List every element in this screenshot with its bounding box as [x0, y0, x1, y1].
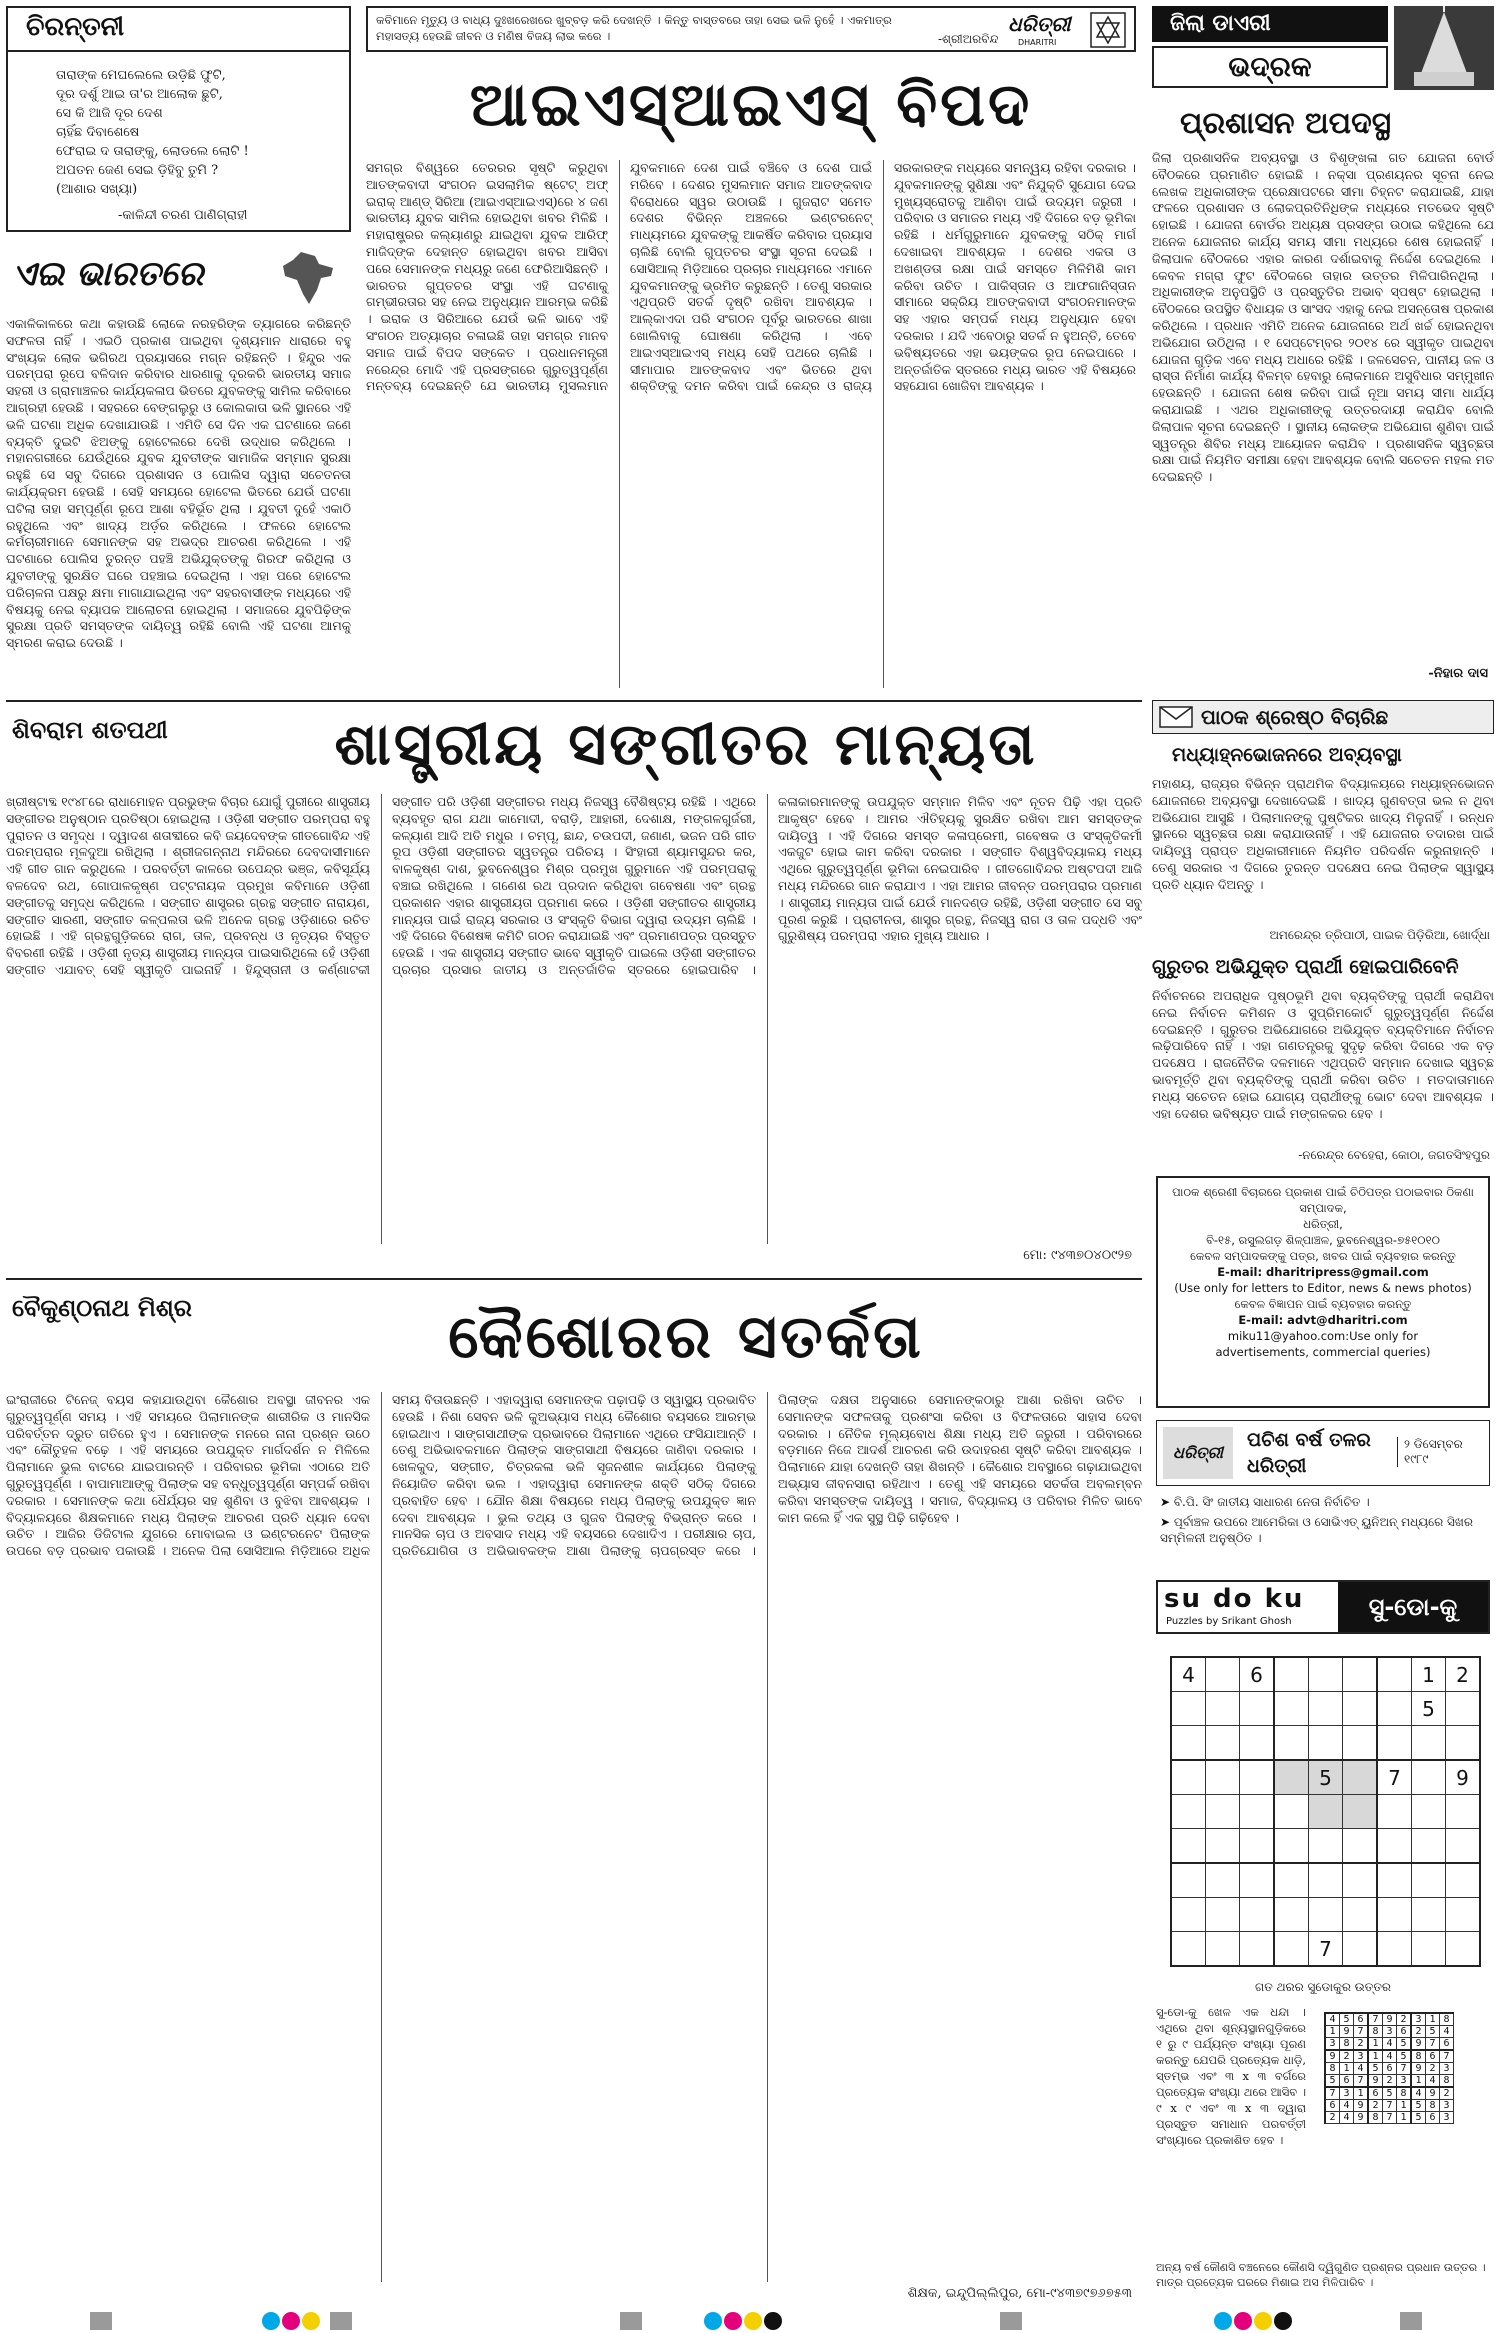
editorial-music-author: ଶିବରାମ ଶତପଥୀ	[12, 716, 168, 744]
registration-dot-yellow-1	[302, 2312, 320, 2330]
letter2-text: ନିର୍ବାଚନରେ ଅପରାଧିକ ପୃଷ୍ଠଭୂମି ଥିବା ବ୍ୟକ୍ତିଙ୍କୁ ପ୍ରାର୍ଥୀ କରାଯିବା ନେଇ ନିର୍ବାଚନ କମିଶନ ଓ ସୁପ୍ରିମକୋର୍ଟ ଗୁରୁତ୍ୱପୂର୍ଣ୍ଣ ନିର୍ଦ୍ଦେଶ ଦେଇଛନ୍ତି । ଗୁରୁତର ଅଭିଯୋଗରେ ଅଭିଯୁକ୍ତ ବ୍ୟକ୍ତିମାନେ ନିର୍ବାଚନ ଲଢ଼ିପାରିବେ ନାହିଁ । ଏହା ଗଣତନ୍ତ୍ରକୁ ସୁଦୃଢ଼ କରିବା ଦିଗରେ ଏକ ବଡ଼ ପଦକ୍ଷେପ । ରାଜନୈତିକ ଦଳମାନେ ଏଥିପ୍ରତି ସମ୍ମାନ ଦେଖାଇ ସ୍ୱଚ୍ଛ ଭାବମୂର୍ତ୍ତି ଥିବା ବ୍ୟକ୍ତିଙ୍କୁ ପ୍ରାର୍ଥୀ କରିବା ଉଚିତ । ମତଦାତାମାନେ ମଧ୍ୟ ସଚେତନ ହୋଇ ଯୋଗ୍ୟ ପ୍ରାର୍ଥୀଙ୍କୁ ଭୋଟ ଦେବା ଆବଶ୍ୟକ । ଏହା ଦେଶର ଭବିଷ୍ୟତ ପାଇଁ ମଙ୍ଗଳକର ହେବ ।	[1152, 988, 1494, 1121]
sudoku-cell[interactable]	[1274, 1657, 1309, 1692]
sudoku-solution-cell: 3	[1440, 2063, 1454, 2075]
sudoku-solution-cell: 6	[1354, 2013, 1369, 2026]
envelope-icon	[1159, 706, 1193, 728]
sudoku-solution-cell: 4	[1426, 2075, 1440, 2088]
bullet-icon: ➤	[1160, 1495, 1174, 1509]
sudoku-solution-cell: 6	[1368, 2087, 1383, 2100]
sudoku-solution-cell: 8	[1426, 2100, 1440, 2112]
sudoku-solution-cell: 5	[1340, 2013, 1354, 2026]
registration-gray-5	[1400, 2312, 1422, 2330]
sudoku-cell[interactable]	[1240, 1932, 1275, 1967]
letter1-title: ମଧ୍ୟାହ୍ନଭୋଜନରେ ଅବ୍ୟବସ୍ଥା	[1172, 744, 1402, 766]
sudoku-solution-cell: 6	[1383, 2063, 1397, 2075]
chirantani-title	[8, 8, 349, 52]
sudoku-logo-or: ସୁ-ଡୋ-କୁ	[1338, 1582, 1488, 1632]
district-diary	[1152, 6, 1494, 690]
sudoku-solution-grid	[1324, 2012, 1454, 2124]
sudoku-cell[interactable]	[1343, 1657, 1378, 1692]
letters-title-bar	[1152, 700, 1494, 734]
divider-top	[6, 700, 1142, 702]
twentyfive-title: ପଚିଶ ବର୍ଷ ତଳର ଧରିତ୍ରୀ	[1247, 1429, 1371, 1477]
sudoku-solution-cell: 5	[1411, 2112, 1426, 2124]
sudoku-footer: ଅନ୍ୟ ବର୍ଷ କୌଣସି ବଞ୍ଚନେରେ କୌଣସି ଦ୍ୱିଗୁଣିତ ପ୍ରଶ୍ନର ପ୍ରଧାନ ଉତ୍ତର । ମାତ୍ର ପ୍ରତ୍ୟେକ ଘରରେ ମିଶାଇ ଅସ ମିଳିପାରିବ ।	[1156, 2261, 1486, 2289]
twentyfive-date: ୨ ଡିସେମ୍ବର ୧୯୮୯	[1397, 1437, 1488, 1467]
editorial-music-contact: ମୋ: ୯୪୩୭୦୪୦୯୨୭	[1023, 1248, 1132, 1263]
sudoku-cell[interactable]	[1171, 1760, 1206, 1795]
district-diary-author: -ନିହାର ଦାସ	[1428, 666, 1488, 681]
contact-line3: ଧରିତ୍ରୀ,	[1303, 1217, 1343, 1231]
sudoku-solution-cell: 6	[1340, 2075, 1354, 2088]
divider-middle	[6, 1278, 1142, 1280]
sudoku-cell[interactable]	[1412, 1829, 1446, 1864]
sudoku-cell[interactable]	[1274, 1932, 1309, 1967]
editorial-adolescence-headline: କୈଶୋରର ସତର୍କତା	[448, 1302, 924, 1372]
sudoku-cell[interactable]: 9	[1446, 1760, 1481, 1795]
sudoku-cell[interactable]	[1446, 1692, 1481, 1726]
sudoku-solution-cell: 3	[1354, 2050, 1369, 2063]
sudoku-instructions: ସୁ-ଡୋ-କୁ ଖେଳ ଏକ ଧନ୍ଦା । ଏଥିରେ ଥିବା ଶୂନ୍ୟସ୍ଥାନଗୁଡ଼ିକରେ ୧ ରୁ ୯ ପର୍ଯ୍ୟନ୍ତ ସଂଖ୍ୟା ପୂରଣ କରନ୍ତୁ ଯେପରି ପ୍ରତ୍ୟେକ ଧାଡ଼ି, ସ୍ତମ୍ଭ ଏବଂ ୩ x ୩ ବର୍ଗରେ ପ୍ରତ୍ୟେକ ସଂଖ୍ୟା ଥରେ ଆସିବ । ୯ x ୯ ଏବଂ ୩ x ୩ ଦ୍ୱାରା ପ୍ରସ୍ତୁତ ସମାଧାନ ପରବର୍ତ୍ତୀ ସଂଖ୍ୟାରେ ପ୍ରକାଶିତ ହେବ ।	[1156, 2005, 1306, 2147]
top-quote-text: କବିମାନେ ମୃତ୍ୟୁ ଓ ବାଧ୍ୟ ଦୁଃଖରେଖରେ ଖୁବ୍‌ବଡ଼ କରି ଦେଖନ୍ତି । କିନ୍ତୁ ବାସ୍ତବରେ ତାହା ସେଇ ଭଳି ନୁହେଁ । ଏକମାତ୍ର ମହାସତ୍ୟ ହେଉଛି ଜୀବନ ଓ ମଣିଷ ବିଜୟ ଲାଭ କରେ ।	[376, 13, 892, 43]
registration-gray-3	[620, 2312, 642, 2330]
editorial-isis-text: ସମଗ୍ର ବିଶ୍ୱରେ ତେରରର ସୃଷ୍ଟି କରୁଥିବା ଆତଙ୍କବାଦୀ ସଂଗଠନ ଇସଲାମିକ ଷ୍ଟେଟ୍ ଅଫ୍ ଇରାକ୍ ଆଣ୍ଡ୍ ସିରିଆ (ଆଇଏସ୍‌ଆଇଏସ୍)ରେ ୪ ଜଣ ଭାରତୀୟ ଯୁବକ ସାମିଲ ହୋଇଥିବା ଖବର ମିଳିଛି । ମହାରାଷ୍ଟ୍ରର କଲ୍ୟାଣରୁ ଯାଇଥିବା ଯୁବକ ଆରିଫ୍ ମାଜିଦ୍‌ଙ୍କ ଦେହାନ୍ତ ହୋଇଥିବା ଖବର ଆସିବା ପରେ ସେମାନଙ୍କ ମଧ୍ୟରୁ ଜଣେ ଫେରିଆସିଛନ୍ତି । ଭାରତର ଗୁପ୍ତଚର ସଂସ୍ଥା ଏହି ଘଟଣାକୁ ଗମ୍ଭୀରତାର ସହ ନେଇ ଅନୁଧ୍ୟାନ ଆରମ୍ଭ କରିଛି । ଇରାକ ଓ ସିରିଆରେ ଯେଉଁ ଭଳି ଭାବେ ଏହି ସଂଗଠନ ଅତ୍ୟାଚାର ଚଳାଇଛି ତାହା ସମଗ୍ର ମାନବ ସମାଜ ପାଇଁ ବିପଦ ସଙ୍କେତ । ପ୍ରଧାନମନ୍ତ୍ରୀ ନରେନ୍ଦ୍ର ମୋଦି ଏହି ପ୍ରସଙ୍ଗରେ ଗୁରୁତ୍ୱପୂର୍ଣ୍ଣ ମନ୍ତବ୍ୟ ଦେଇଛନ୍ତି ଯେ ଭାରତୀୟ ମୁସଲମାନ ଯୁବକମାନେ ଦେଶ ପାଇଁ ବଞ୍ଚିବେ ଓ ଦେଶ ପାଇଁ ମରିବେ । ଦେଶର ମୁସଲମାନ ସମାଜ ଆତଙ୍କବାଦ ବିରୋଧରେ ସ୍ୱର ଉଠାଉଛି । ଗୁଜରାଟ ସମେତ ଦେଶର ବିଭିନ୍ନ ଅଞ୍ଚଳରେ ଇଣ୍ଟରନେଟ୍ ମାଧ୍ୟମରେ ଯୁବକଙ୍କୁ ଆକର୍ଷିତ କରିବାର ପ୍ରୟାସ ଚାଲିଛି ବୋଲି ଗୁପ୍ତଚର ସଂସ୍ଥା ସୂଚନା ଦେଇଛି । ସୋସିଆଲ୍ ମିଡ଼ିଆରେ ପ୍ରଚାର ମାଧ୍ୟମରେ ଏମାନେ ଯୁବକମାନଙ୍କୁ ଭ୍ରମିତ କରୁଛନ୍ତି । ତେଣୁ ସରକାର ଏଥିପ୍ରତି ସତର୍କ ଦୃଷ୍ଟି ରଖିବା ଆବଶ୍ୟକ । ଆଲ୍‌କାଏଦା ପରି ସଂଗଠନ ପୂର୍ବରୁ ଭାରତରେ ଶାଖା ଖୋଲିବାକୁ ଘୋଷଣା କରିଥିଲା । ଏବେ ଆଇଏସ୍‌ଆଇଏସ୍ ମଧ୍ୟ ସେହି ପଥରେ ଚାଲିଛି । ସୀମାପାର ଆତଙ୍କବାଦ ଏବଂ ଭିତରେ ଥିବା ଶକ୍ତିଙ୍କୁ ଦମନ କରିବା ପାଇଁ କେନ୍ଦ୍ର ଓ ରାଜ୍ୟ ସରକାରଙ୍କ ମଧ୍ୟରେ ସମନ୍ୱୟ ରହିବା ଦରକାର । ଯୁବକମାନଙ୍କୁ ସୁଶିକ୍ଷା ଏବଂ ନିଯୁକ୍ତି ସୁଯୋଗ ଦେଇ ମୁଖ୍ୟସ୍ରୋତକୁ ଆଣିବା ପାଇଁ ଉଦ୍ୟମ ଜରୁରୀ । ପରିବାର ଓ ସମାଜର ମଧ୍ୟ ଏହି ଦିଗରେ ବଡ଼ ଭୂମିକା ରହିଛି । ଧର୍ମଗୁରୁମାନେ ଯୁବକଙ୍କୁ ସଠିକ୍ ମାର୍ଗ ଦେଖାଇବା ଆବଶ୍ୟକ । ଦେଶର ଏକତା ଓ ଅଖଣ୍ଡତା ରକ୍ଷା ପାଇଁ ସମସ୍ତେ ମିଳିମିଶି କାମ କରିବା ଉଚିତ । ପାକିସ୍ତାନ ଓ ଆଫଗାନିସ୍ତାନ ସୀମାରେ ସକ୍ରିୟ ଆତଙ୍କବାଦୀ ସଂଗଠନମାନଙ୍କ ସହ ଏହାର ସମ୍ପର୍କ ମଧ୍ୟ ଅନୁଧ୍ୟାନ ହେବା ଦରକାର । ଯଦି ଏବେଠାରୁ ସତର୍କ ନ ହୁଅନ୍ତି, ତେବେ ଭବିଷ୍ୟତରେ ଏହା ଭୟଙ୍କର ରୂପ ନେଇପାରେ । ଅନ୍ତର୍ଜାତିକ ସ୍ତରରେ ମଧ୍ୟ ଭାରତ ଏହି ବିଷୟରେ ସହଯୋଗ ଖୋଜିବା ଆବଶ୍ୟକ ।	[366, 160, 1136, 394]
sudoku-solution-cell: 6	[1426, 2112, 1440, 2124]
sudoku-solution-cell: 4	[1325, 2013, 1340, 2026]
registration-dot-black-2	[764, 2312, 782, 2330]
sudoku-solution-cell: 5	[1411, 2100, 1426, 2112]
sudoku-solution-cell: 1	[1426, 2013, 1440, 2026]
top-quote-box	[366, 6, 1136, 52]
sudoku-cell[interactable]	[1171, 1692, 1206, 1726]
editorial-music-text: ଖ୍ରୀଷ୍ଟାବ୍ଦ ୧୯୪୮ରେ ରାଧାମୋହନ ପ୍ରଭୁଙ୍କ ବିଚାର ଯୋଗୁଁ ପୁରୀରେ ଶାସ୍ତ୍ରୀୟ ସଙ୍ଗୀତର ଅନୁଷ୍ଠାନ ପ୍ରତିଷ୍ଠା ହୋଇଥିଲା । ଓଡ଼ିଶୀ ସଙ୍ଗୀତ ପରମ୍ପରା ବହୁ ପୁରାତନ ଓ ସମୃଦ୍ଧ । ଦ୍ୱାଦଶ ଶତାବ୍ଦୀରେ କବି ଜୟଦେବଙ୍କ ଗୀତଗୋବିନ୍ଦ ଏହି ପରମ୍ପରାର ମୂଳଦୁଆ ରଖିଥିଲା । ଶ୍ରୀଜଗନ୍ନାଥ ମନ୍ଦିରରେ ଦେବଦାସୀମାନେ ଏହି ଗୀତ ଗାନ କରୁଥିଲେ । ପରବର୍ତ୍ତୀ କାଳରେ ଉପେନ୍ଦ୍ର ଭଞ୍ଜ, କବିସୂର୍ଯ୍ୟ ବଳଦେବ ରଥ, ଗୋପାଳକୃଷ୍ଣ ପଟ୍ଟନାୟକ ପ୍ରମୁଖ କବିମାନେ ଓଡ଼ିଶୀ ସଙ୍ଗୀତକୁ ସମୃଦ୍ଧ କରିଥିଲେ । ସଙ୍ଗୀତ ଶାସ୍ତ୍ରର ଗ୍ରନ୍ଥ ସଙ୍ଗୀତ ନାରାୟଣ, ସଙ୍ଗୀତ ସାରଣୀ, ସଙ୍ଗୀତ କଳ୍ପଲତା ଭଳି ଅନେକ ଗ୍ରନ୍ଥ ଓଡ଼ିଶାରେ ରଚିତ ହୋଇଛି । ଏହି ଗ୍ରନ୍ଥଗୁଡ଼ିକରେ ରାଗ, ତାଳ, ପ୍ରବନ୍ଧ ଓ ନୃତ୍ୟର ବିସ୍ତୃତ ବିବରଣୀ ରହିଛି । ଓଡ଼ିଶୀ ନୃତ୍ୟ ଶାସ୍ତ୍ରୀୟ ମାନ୍ୟତା ପାଇସାରିଥିଲେ ହେଁ ଓଡ଼ିଶୀ ସଙ୍ଗୀତ ଏଯାବତ୍ ସେହି ସ୍ୱୀକୃତି ପାଇନାହିଁ । ହିନ୍ଦୁସ୍ତାନୀ ଓ କର୍ଣ୍ଣାଟକୀ ସଙ୍ଗୀତ ପରି ଓଡ଼ିଶୀ ସଙ୍ଗୀତର ମଧ୍ୟ ନିଜସ୍ୱ ବୈଶିଷ୍ଟ୍ୟ ରହିଛି । ଏଥିରେ ବ୍ୟବହୃତ ରାଗ ଯଥା କାମୋଦୀ, ବରାଡ଼ି, ଆହାରୀ, ଦେଶାକ୍ଷ, ମଙ୍ଗଳଗୁର୍ଜରୀ, କଳ୍ୟାଣ ଆଦି ଅତି ମଧୁର । ଚମ୍ପୂ, ଛାନ୍ଦ, ଚଉପଦୀ, ଜଣାଣ, ଭଜନ ପରି ଗୀତ ରୂପ ଓଡ଼ିଶୀ ସଙ୍ଗୀତର ସ୍ୱତନ୍ତ୍ର ପରିଚୟ । ସିଂହାରୀ ଶ୍ୟାମସୁନ୍ଦର କର, ବାଳକୃଷ୍ଣ ଦାଶ, ଭୁବନେଶ୍ୱର ମିଶ୍ର ପ୍ରମୁଖ ଗୁରୁମାନେ ଏହି ପରମ୍ପରାକୁ ବଞ୍ଚାଇ ରଖିଥିଲେ । ଗଣେଶ ରଥ ପ୍ରଦାନ କରିଥିବା ଗବେଷଣା ଏବଂ ଗ୍ରନ୍ଥ ପ୍ରକାଶନ ଏହାର ଶାସ୍ତ୍ରୀୟତା ପ୍ରମାଣ କରେ । ଓଡ଼ିଶୀ ସଙ୍ଗୀତର ଶାସ୍ତ୍ରୀୟ ମାନ୍ୟତା ପାଇଁ ରାଜ୍ୟ ସରକାର ଓ ସଂସ୍କୃତି ବିଭାଗ ଦ୍ୱାରା ଉଦ୍ୟମ ଚାଲିଛି । ଏହି ଦିଗରେ ବିଶେଷଜ୍ଞ କମିଟି ଗଠନ କରାଯାଇଛି ଏବଂ ପ୍ରମାଣପତ୍ର ପ୍ରସ୍ତୁତ ହେଉଛି । ଏକ ଶାସ୍ତ୍ରୀୟ ସଙ୍ଗୀତ ଭାବେ ସ୍ୱୀକୃତି ପାଇଲେ ଓଡ଼ିଶୀ ସଙ୍ଗୀତର ପ୍ରଚାର ପ୍ରସାର ଜାତୀୟ ଓ ଅନ୍ତର୍ଜାତିକ ସ୍ତରରେ ହୋଇପାରିବ । କଳାକାରମାନଙ୍କୁ ଉପଯୁକ୍ତ ସମ୍ମାନ ମିଳିବ ଏବଂ ନୂତନ ପିଢ଼ି ଏହା ପ୍ରତି ଆକୃଷ୍ଟ ହେବେ । ଆମର ଐତିହ୍ୟକୁ ସୁରକ୍ଷିତ ରଖିବା ଆମ ସମସ୍ତଙ୍କ ଦାୟିତ୍ୱ । ଏହି ଦିଗରେ ସମସ୍ତ କଳାପ୍ରେମୀ, ଗବେଷକ ଓ ସଂସ୍କୃତିକର୍ମୀ ଏକଜୁଟ ହୋଇ କାମ କରିବା ଦରକାର । ସଙ୍ଗୀତ ବିଶ୍ୱବିଦ୍ୟାଳୟ ମଧ୍ୟ ଏଥିରେ ଗୁରୁତ୍ୱପୂର୍ଣ୍ଣ ଭୂମିକା ନେଇପାରିବ । ଗୀତଗୋବିନ୍ଦର ଅଷ୍ଟପଦୀ ଆଜି ମଧ୍ୟ ମନ୍ଦିରରେ ଗାନ କରାଯାଏ । ଏହା ଆମର ଜୀବନ୍ତ ପରମ୍ପରାର ପ୍ରମାଣ । ଶାସ୍ତ୍ରୀୟ ମାନ୍ୟତା ପାଇଁ ଯେଉଁ ମାନଦଣ୍ଡ ରହିଛି, ଓଡ଼ିଶୀ ସଙ୍ଗୀତ ସେ ସବୁ ପୂରଣ କରୁଛି । ପ୍ରାଚୀନତା, ଶାସ୍ତ୍ର ଗ୍ରନ୍ଥ, ନିଜସ୍ୱ ରାଗ ଓ ତାଳ ପଦ୍ଧତି ଏବଂ ଗୁରୁଶିଷ୍ୟ ପରମ୍ପରା ଏହାର ମୁଖ୍ୟ ଆଧାର ।	[6, 794, 1142, 977]
twentyfive-item2	[1160, 1514, 1486, 1546]
sudoku-solution-cell: 9	[1354, 2100, 1369, 2112]
twentyfive-header	[1156, 1420, 1490, 1486]
sudoku-solution-cell: 7	[1354, 2075, 1369, 2088]
sudoku-solution-cell: 3	[1340, 2087, 1354, 2100]
sudoku-solution-cell: 2	[1368, 2100, 1383, 2112]
contact-line4: ବି-୧୫, ରସୁଲଗଡ଼ ଶିଳ୍ପାଞ୍ଚଳ, ଭୁବନେଶ୍ୱର-୭୫୧୦୧୦	[1206, 1233, 1440, 1247]
sudoku-cell[interactable]	[1377, 1795, 1412, 1829]
letter2-title: ଗୁରୁତର ଅଭିଯୁକ୍ତ ପ୍ରାର୍ଥୀ ହୋଇପାରିବେନି	[1152, 956, 1459, 978]
sudoku-cell[interactable]	[1240, 1692, 1275, 1726]
letters-title: ପାଠକ ଶ୍ରେଷ୍ଠ ବିଚାରିଛ	[1201, 705, 1389, 729]
sudoku-cell[interactable]	[1240, 1795, 1275, 1829]
india-map-icon	[271, 250, 341, 308]
sudoku-cell[interactable]	[1206, 1898, 1240, 1932]
sudoku-solution-cell: 4	[1440, 2026, 1454, 2038]
registration-dot-yellow-2	[744, 2312, 762, 2330]
contact-line2: ସମ୍ପାଦକ,	[1299, 1201, 1347, 1215]
contact-email1-note: (Use only for letters to Editor, news & news photos)	[1174, 1281, 1472, 1295]
registration-gray-4	[1000, 2312, 1022, 2330]
editorial-adolescence-text: ଇଂରାଜୀରେ ଟିନେଜ୍ ବୟସ କହାଯାଉଥିବା କୈଶୋର ଅବସ୍ଥା ଜୀବନର ଏକ ଗୁରୁତ୍ୱପୂର୍ଣ୍ଣ ସମୟ । ଏହି ସମୟରେ ପିଲାମାନଙ୍କ ଶାରୀରିକ ଓ ମାନସିକ ପରିବର୍ତ୍ତନ ଦ୍ରୁତ ଗତିରେ ହୁଏ । ସେମାନଙ୍କ ମନରେ ନାନା ପ୍ରଶ୍ନ ଉଠେ ଏବଂ କୌତୁହଳ ବଢ଼େ । ଏହି ସମୟରେ ଉପଯୁକ୍ତ ମାର୍ଗଦର୍ଶନ ନ ମିଳିଲେ ପିଲାମାନେ ଭୁଲ ବାଟରେ ଯାଇପାରନ୍ତି । ପରିବାରର ଭୂମିକା ଏଠାରେ ଅତି ଗୁରୁତ୍ୱପୂର୍ଣ୍ଣ । ବାପାମାଆଙ୍କୁ ପିଲାଙ୍କ ସହ ବନ୍ଧୁତ୍ୱପୂର୍ଣ୍ଣ ସମ୍ପର୍କ ରଖିବା ଦରକାର । ସେମାନଙ୍କ କଥା ଧୈର୍ଯ୍ୟର ସହ ଶୁଣିବା ଓ ବୁଝିବା ଆବଶ୍ୟକ । ବିଦ୍ୟାଳୟରେ ଶିକ୍ଷକମାନେ ମଧ୍ୟ ପିଲାଙ୍କ ଆଚରଣ ପ୍ରତି ଧ୍ୟାନ ଦେବା ଉଚିତ । ଆଜିର ଡିଜିଟାଲ ଯୁଗରେ ମୋବାଇଲ ଓ ଇଣ୍ଟରନେଟ ପିଲାଙ୍କ ଉପରେ ବଡ଼ ପ୍ରଭାବ ପକାଉଛି । ଅନେକ ପିଲା ସୋସିଆଲ ମିଡ଼ିଆରେ ଅଧିକ ସମୟ ବିତାଉଛନ୍ତି । ଏହାଦ୍ୱାରା ସେମାନଙ୍କ ପଢ଼ାପଢ଼ି ଓ ସ୍ୱାସ୍ଥ୍ୟ ପ୍ରଭାବିତ ହେଉଛି । ନିଶା ସେବନ ଭଳି କୁଅଭ୍ୟାସ ମଧ୍ୟ କୈଶୋର ବୟସରେ ଆରମ୍ଭ ହୋଇଥାଏ । ସାଙ୍ଗସାଥୀଙ୍କ ପ୍ରଭାବରେ ପିଲାମାନେ ଏଥିରେ ଫସିଯାଆନ୍ତି । ତେଣୁ ଅଭିଭାବକମାନେ ପିଲାଙ୍କ ସାଙ୍ଗସାଥୀ ବିଷୟରେ ଜାଣିବା ଦରକାର । ଖେଳକୁଦ, ସଙ୍ଗୀତ, ଚିତ୍ରକଳା ଭଳି ସୃଜନଶୀଳ କାର୍ଯ୍ୟରେ ପିଲାଙ୍କୁ ନିୟୋଜିତ କରିବା ଭଲ । ଏହାଦ୍ୱାରା ସେମାନଙ୍କ ଶକ୍ତି ସଠିକ୍ ଦିଗରେ ପ୍ରବାହିତ ହେବ । ଯୌନ ଶିକ୍ଷା ବିଷୟରେ ମଧ୍ୟ ପିଲାଙ୍କୁ ଉପଯୁକ୍ତ ଜ୍ଞାନ ଦେବା ଆବଶ୍ୟକ । ଭୁଲ ତଥ୍ୟ ଓ ଗୁଜବ ପିଲାଙ୍କୁ ବିଭ୍ରାନ୍ତ କରେ । ମାନସିକ ଚାପ ଓ ଅବସାଦ ମଧ୍ୟ ଏହି ବୟସରେ ଦେଖାଦିଏ । ପରୀକ୍ଷାର ଚାପ, ପ୍ରତିଯୋଗିତା ଓ ଅଭିଭାବକଙ୍କ ଆଶା ପିଲାଙ୍କୁ ଚାପଗ୍ରସ୍ତ କରେ । ପିଲାଙ୍କ ଦକ୍ଷତା ଅନୁସାରେ ସେମାନଙ୍କଠାରୁ ଆଶା ରଖିବା ଉଚିତ । ସେମାନଙ୍କ ସଫଳତାକୁ ପ୍ରଶଂସା କରିବା ଓ ବିଫଳତାରେ ସାହାସ ଦେବା ଦରକାର । ନୈତିକ ମୂଲ୍ୟବୋଧ ଶିକ୍ଷା ମଧ୍ୟ ଅତି ଜରୁରୀ । ପରିବାରରେ ବଡ଼ମାନେ ନିଜେ ଆଦର୍ଶ ଆଚରଣ କରି ଉଦାହରଣ ସୃଷ୍ଟି କରିବା ଆବଶ୍ୟକ । ପିଲାମାନେ ଯାହା ଦେଖନ୍ତି ତାହା ଶିଖନ୍ତି । କୈଶୋର ଅବସ୍ଥାରେ ଗଢ଼ାଯାଇଥିବା ଅଭ୍ୟାସ ଜୀବନସାରା ରହିଥାଏ । ତେଣୁ ଏହି ସମୟରେ ସତର୍କତା ଅବଲମ୍ବନ କରିବା ସମସ୍ତଙ୍କ ଦାୟିତ୍ୱ । ସମାଜ, ବିଦ୍ୟାଳୟ ଓ ପରିବାର ମିଳିତ ଭାବେ କାମ କଲେ ହିଁ ଏକ ସୁସ୍ଥ ପିଢ଼ି ଗଢ଼ିହେବ ।	[6, 1392, 1142, 1559]
sudoku-solution-cell: 6	[1325, 2100, 1340, 2112]
sudoku-cell[interactable]	[1240, 1760, 1275, 1795]
sudoku-cell[interactable]	[1377, 1898, 1412, 1932]
sudoku-cell[interactable]	[1343, 1760, 1378, 1795]
sudoku-cell[interactable]	[1274, 1692, 1309, 1726]
sudoku-cell[interactable]	[1309, 1692, 1343, 1726]
sudoku-solution-cell: 5	[1426, 2026, 1440, 2038]
sudoku-cell[interactable]	[1412, 1932, 1446, 1967]
sudoku-cell[interactable]	[1171, 1829, 1206, 1864]
editorial-isis	[366, 60, 1136, 690]
sudoku-solution-cell: 2	[1340, 2050, 1354, 2063]
masthead-logo: ଧରିତ୍ରୀ	[1008, 12, 1071, 36]
sudoku-cell[interactable]	[1343, 1932, 1378, 1967]
district-name: ଭଦ୍ରକ	[1228, 50, 1312, 83]
sudoku-solution-cell: 2	[1325, 2112, 1340, 2124]
sudoku-solution-cell: 8	[1368, 2026, 1383, 2038]
sudoku-cell[interactable]	[1309, 1863, 1343, 1898]
sudoku-solution-cell: 7	[1368, 2013, 1383, 2026]
sudoku-cell[interactable]	[1446, 1932, 1481, 1967]
sudoku-cell[interactable]	[1343, 1863, 1378, 1898]
sudoku-cell[interactable]	[1171, 1726, 1206, 1761]
sudoku-cell[interactable]	[1206, 1795, 1240, 1829]
sudoku-solution-cell: 7	[1383, 2112, 1397, 2124]
sudoku-solution-cell: 2	[1426, 2063, 1440, 2075]
registration-gray-2	[330, 2312, 352, 2330]
sudoku-solution-cell: 9	[1383, 2013, 1397, 2026]
sudoku-cell[interactable]	[1206, 1726, 1240, 1761]
chirantani-poem: ତାରାଙ୍କ ମେଘଲେଲେ ଉଡ଼ିଛି ଫୁଟି, ଦୂର ଦର୍ଶୁ ଆଇ ତା'ର ଆଲୋକ ଛୁଟି, ସେ କି ଆଜି ଦୂର ଦେଶ ଚାହିଁଛ ଦିବାଶେଷେ ଫେରାଇ ଦ ତାରାଙ୍କୁ, ଲୋଡଲେ ଲୋଟି ! ଅପତନ ଜେଣ ସେଇ ଡ଼ିହିବୁ ତୁମି ? (ଆଶାର ସଖ୍ୟା)	[56, 68, 249, 197]
sudoku-section	[1156, 1580, 1490, 2310]
sudoku-cell[interactable]	[1412, 1760, 1446, 1795]
twentyfive-logo: ଧରିତ୍ରୀ	[1163, 1427, 1233, 1479]
sudoku-cell[interactable]	[1446, 1726, 1481, 1761]
sudoku-solution-cell: 9	[1426, 2087, 1440, 2100]
chirantani-box	[6, 6, 351, 232]
sudoku-solution-cell: 6	[1397, 2026, 1412, 2038]
sudoku-solution-cell: 5	[1397, 2038, 1412, 2051]
sudoku-cell[interactable]	[1343, 1898, 1378, 1932]
sudoku-solution-cell: 7	[1383, 2100, 1397, 2112]
sudoku-solution-cell: 1	[1368, 2038, 1383, 2051]
sudoku-cell[interactable]	[1274, 1863, 1309, 1898]
sudoku-cell[interactable]	[1274, 1795, 1309, 1829]
sudoku-solution-cell: 2	[1411, 2026, 1426, 2038]
sudoku-cell[interactable]	[1240, 1898, 1275, 1932]
sudoku-solution-cell: 4	[1340, 2112, 1354, 2124]
registration-dot-magenta-1	[282, 2312, 300, 2330]
sudoku-cell[interactable]	[1274, 1760, 1309, 1795]
sudoku-solution-cell: 5	[1368, 2063, 1383, 2075]
aji-bharat-section	[6, 250, 351, 690]
sudoku-cell[interactable]	[1240, 1726, 1275, 1761]
sudoku-solution-cell: 8	[1411, 2050, 1426, 2063]
sudoku-solution-cell: 2	[1397, 2013, 1412, 2026]
sudoku-solution-cell: 9	[1411, 2063, 1426, 2075]
contact-line5: କେବଳ ସମ୍ପାଦକଙ୍କୁ ପତ୍ର, ଖବର ପାଇଁ ବ୍ୟବହାର କରନ୍ତୁ	[1190, 1249, 1456, 1263]
chirantani-author: -କାଳିନ୍ଦୀ ଚରଣ ପାଣିଗ୍ରାହୀ	[118, 208, 248, 223]
sudoku-solution-cell: 8	[1340, 2038, 1354, 2051]
sudoku-solution-cell: 3	[1411, 2013, 1426, 2026]
sudoku-cell[interactable]	[1412, 1863, 1446, 1898]
sudoku-cell[interactable]: 5	[1412, 1692, 1446, 1726]
editorial-adolescence-contact: ଶିକ୍ଷକ, ଇନ୍ଦୁପିଲ୍ଲିପୁର, ମୋ-୯୪୩୭୯୭୬୭୫୩	[907, 2286, 1132, 2301]
sudoku-cell[interactable]	[1377, 1932, 1412, 1967]
sudoku-solution-cell: 7	[1354, 2026, 1369, 2038]
sudoku-solution-cell: 5	[1397, 2050, 1412, 2063]
sudoku-cell[interactable]	[1309, 1795, 1343, 1829]
masthead-sub: DHARITRI	[1018, 38, 1057, 47]
district-diary-headline: ପ୍ରଶାସନ ଅପଦସ୍ଥ	[1180, 106, 1391, 141]
sudoku-solution-cell: 6	[1426, 2050, 1440, 2063]
editorial-adolescence	[6, 1288, 1142, 2308]
editorial-isis-headline: ଆଇଏସ୍‌ଆଇଏସ୍ ବିପଦ	[469, 70, 1033, 140]
sudoku-solution-cell: 3	[1397, 2075, 1412, 2088]
aji-bharat-title: ଏଇ ଭାରତରେ	[12, 254, 204, 294]
contact-email3-note: advertisements, commercial queries)	[1215, 1345, 1431, 1359]
bullet-icon: ➤	[1160, 1515, 1174, 1529]
sudoku-solution-cell: 1	[1397, 2112, 1412, 2124]
contact-box	[1156, 1176, 1490, 1408]
sudoku-cell[interactable]	[1377, 1657, 1412, 1692]
sudoku-cell[interactable]: 7	[1377, 1760, 1412, 1795]
sudoku-solution-cell: 5	[1383, 2087, 1397, 2100]
sudoku-cell[interactable]	[1206, 1932, 1240, 1967]
district-diary-title-bar	[1152, 6, 1388, 42]
aji-bharat-text: ଏକାଳିକାଳରେ କଥା କହାଉଛି ଲୋକେ ନରହରିଙ୍କ ତ୍ୟାଗରେ କରିଛନ୍ତି ସଫଳତା ନାହିଁ । ଏଇଠି ପ୍ରକାଶ ପାଇଥିବା ଦୃଶ୍ୟମାନ ଧାରାରେ ବହୁ ସଂଖ୍ୟକ ଲୋକ ଭଗିରଥ ପ୍ରୟାସରେ ମଗ୍ନ ରହିଛନ୍ତି । ହିନ୍ଦୁର ଏକ ପରମ୍ପରା ରୂପେ ବଳିଦାନ କରିବାର ଧାରଣାକୁ ଦୂରକରି ଭାରତୀୟ ସମାଜ ସହରୀ ଓ ଗ୍ରାମାଞ୍ଚଳର କାର୍ଯ୍ୟକଳାପ ଭିତରେ ଯୁବକଙ୍କୁ ସାମିଲ କରିବାରେ ଆଗ୍ରହୀ ହେଉଛି । ସହରରେ ବେଙ୍ଗଲୁରୁ ଓ କୋଲକାତା ଭଳି ସ୍ଥାନରେ ଏହି ଭଳି ଘଟଣା ଅଧିକ ଦେଖାଯାଉଛି । ଏମିତି ସେ ଦିନ ଏକ ଘଟଣାରେ ଜଣେ ବ୍ୟକ୍ତି ଦୁଇଟି ଝିଅଙ୍କୁ ହୋଟେଲରେ ଦେଖି ଉଦ୍ଧାର କରିଥିଲେ । ମହାନଗରୀରେ ଯେଉଁଥିରେ ଯୁବକ ଯୁବତୀଙ୍କ ସାମାଜିକ ସମ୍ମାନ ସୁରକ୍ଷା ରହୁଛି ସେ ସବୁ ଦିଗରେ ପ୍ରଶାସନ ଓ ପୋଲିସ ଦ୍ୱାରା ସଚେତନତା କାର୍ଯ୍ୟକ୍ରମ ହେଉଛି । ସେହି ସମୟରେ ହୋଟେଲ ଭିତରେ ଯେଉଁ ଘଟଣା ଘଟିଲା ତାହା ସମ୍ପୂର୍ଣ୍ଣ ରୂପେ ଆଶା ବହିର୍ଭୂତ ଥିଲା । ଯୁବତୀ ଦୁହେଁ ଏକାଠି ରହୁଥିଲେ ଏବଂ ଖାଦ୍ୟ ଅର୍ଡ଼ର କରିଥିଲେ । ଫଳରେ ହୋଟେଲ କର୍ମଚାରୀମାନେ ସେମାନଙ୍କ ସହ ଅଭଦ୍ର ଆଚରଣ କରିଥିଲେ । ଏହି ଘଟଣାରେ ପୋଲିସ ତୁରନ୍ତ ପହଞ୍ଚି ଅଭିଯୁକ୍ତଙ୍କୁ ଗିରଫ କରିଥିଲା ଓ ଯୁବତୀଙ୍କୁ ସୁରକ୍ଷିତ ଘରେ ପହଞ୍ଚାଇ ଦେଇଥିଲା । ଏହା ପରେ ହୋଟେଲ ପରିଚାଳନା ପକ୍ଷରୁ କ୍ଷମା ମାଗାଯାଇଥିଲା ଏବଂ ସହରବାସୀଙ୍କ ମଧ୍ୟରେ ଏହି ବିଷୟକୁ ନେଇ ବ୍ୟାପକ ଆଲୋଚନା ହୋଇଥିଲା । ସମାଜରେ ଯୁବପିଢ଼ିଙ୍କ ସୁରକ୍ଷା ପ୍ରତି ସମସ୍ତଙ୍କ ଦାୟିତ୍ୱ ରହିଛି ବୋଲି ଏହି ଘଟଣା ଆମକୁ ସ୍ମରଣ କରାଇ ଦେଉଛି ।	[6, 316, 351, 651]
sudoku-solution-cell: 3	[1440, 2112, 1454, 2124]
sudoku-cell[interactable]	[1171, 1898, 1206, 1932]
sudoku-solution-cell: 8	[1397, 2087, 1412, 2100]
sudoku-solution-cell: 1	[1354, 2087, 1369, 2100]
twentyfive-years-box	[1156, 1420, 1490, 1570]
sudoku-cell[interactable]	[1240, 1863, 1275, 1898]
registration-dot-magenta-2	[724, 2312, 742, 2330]
letter1-text: ମହାଶୟ, ରାଜ୍ୟର ବିଭିନ୍ନ ପ୍ରାଥମିକ ବିଦ୍ୟାଳୟରେ ମଧ୍ୟାହ୍ନଭୋଜନ ଯୋଜନାରେ ଅବ୍ୟବସ୍ଥା ଦେଖାଦେଇଛି । ଖାଦ୍ୟ ଗୁଣବତ୍ତା ଭଲ ନ ଥିବା ଅଭିଯୋଗ ଆସୁଛି । ପିଲାମାନଙ୍କୁ ପୁଷ୍ଟିକର ଖାଦ୍ୟ ମିଳୁନାହିଁ । ରନ୍ଧନ ସ୍ଥାନରେ ସ୍ୱଚ୍ଛତା ରକ୍ଷା କରାଯାଉନାହିଁ । ଏହି ଯୋଜନାର ତଦାରଖ ପାଇଁ ଦାୟିତ୍ୱ ପ୍ରାପ୍ତ ଅଧିକାରୀମାନେ ନିୟମିତ ପରିଦର୍ଶନ କରୁନାହାନ୍ତି । ତେଣୁ ସରକାର ଏ ଦିଗରେ ତୁରନ୍ତ ପଦକ୍ଷେପ ନେଇ ପିଲାଙ୍କ ସ୍ୱାସ୍ଥ୍ୟ ପ୍ରତି ଧ୍ୟାନ ଦିଅନ୍ତୁ ।	[1152, 776, 1494, 892]
sudoku-solution-cell: 4	[1411, 2087, 1426, 2100]
letter1-author: ଅମରେନ୍ଦ୍ର ତ୍ରିପାଠୀ, ପାଇକ ପିଡ଼ିରିଆ, ଖୋର୍ଦ୍ଧା	[1269, 928, 1490, 942]
sudoku-solution-cell: 7	[1397, 2063, 1412, 2075]
sudoku-cell[interactable]	[1377, 1726, 1412, 1761]
sudoku-cell[interactable]	[1343, 1726, 1378, 1761]
sudoku-cell[interactable]	[1309, 1829, 1343, 1864]
contact-email1[interactable]: E-mail: dharitripress@gmail.com	[1217, 1265, 1429, 1279]
sudoku-cell[interactable]	[1343, 1692, 1378, 1726]
registration-dot-cyan-1	[262, 2312, 280, 2330]
sudoku-cell[interactable]	[1377, 1829, 1412, 1864]
sudoku-cell[interactable]	[1240, 1829, 1275, 1864]
registration-dot-black-3	[1274, 2312, 1292, 2330]
sudoku-cell[interactable]	[1446, 1863, 1481, 1898]
sudoku-solution-cell: 3	[1325, 2038, 1340, 2051]
registration-dot-magenta-3	[1234, 2312, 1252, 2330]
sudoku-cell[interactable]	[1171, 1932, 1206, 1967]
sudoku-cell[interactable]: 6	[1240, 1657, 1275, 1692]
contact-email2[interactable]: E-mail: advt@dharitri.com	[1238, 1313, 1408, 1327]
sudoku-logo-bar	[1156, 1580, 1490, 1634]
sudoku-solution-cell: 7	[1325, 2087, 1340, 2100]
sudoku-cell[interactable]	[1412, 1726, 1446, 1761]
sudoku-cell[interactable]: 7	[1309, 1932, 1343, 1967]
sudoku-solution-cell: 9	[1368, 2075, 1383, 2088]
sudoku-cell[interactable]	[1206, 1829, 1240, 1864]
sudoku-solution-cell: 4	[1383, 2038, 1397, 2051]
registration-dot-yellow-3	[1254, 2312, 1272, 2330]
registration-gray-1	[90, 2312, 112, 2330]
sudoku-cell[interactable]	[1343, 1829, 1378, 1864]
sudoku-solution-cell: 3	[1383, 2026, 1397, 2038]
sudoku-cell[interactable]: 2	[1446, 1657, 1481, 1692]
sudoku-cell[interactable]	[1274, 1829, 1309, 1864]
sudoku-cell[interactable]: 4	[1171, 1657, 1206, 1692]
sudoku-cell[interactable]	[1446, 1898, 1481, 1932]
contact-email3[interactable]: miku11@yahoo.com:Use only for	[1227, 1329, 1419, 1343]
print-registration-bar	[0, 2312, 1500, 2333]
contact-line6: କେବଳ ବିଜ୍ଞାପନ ପାଇଁ ବ୍ୟବହାର କରନ୍ତୁ	[1234, 1297, 1412, 1311]
sudoku-cell[interactable]	[1446, 1829, 1481, 1864]
twentyfive-item2-text: ପୂର୍ବାଞ୍ଚଳ ଉପରେ ଆମେରିକା ଓ ସୋଭିଏତ୍ ୟୁନିଅନ୍ ମଧ୍ୟରେ ସିଖର ସମ୍ମିଳନୀ ଅନୁଷ୍ଠିତ ।	[1160, 1515, 1473, 1545]
temple-image	[1394, 6, 1494, 90]
sudoku-solution-cell: 7	[1426, 2038, 1440, 2051]
twentyfive-item1	[1160, 1494, 1486, 1510]
sudoku-logo-en: su do ku	[1164, 1584, 1305, 1614]
sudoku-solution-cell: 1	[1397, 2100, 1412, 2112]
registration-dot-cyan-3	[1214, 2312, 1232, 2330]
sudoku-solution-cell: 1	[1340, 2063, 1354, 2075]
sudoku-credit: Puzzles by Srikant Ghosh	[1166, 1616, 1292, 1627]
district-diary-text: ଜିଲା ପ୍ରଶାସନିକ ଅବ୍ୟବସ୍ଥା ଓ ବିଶୃଙ୍ଖଳା ଗତ ଯୋଜନା ବୋର୍ଡ ବୈଠକରେ ପ୍ରମାଣିତ ହୋଇଛି । ନକ୍ସା ପ୍ରଣୟନର ସୂଚନା ନେଇ ଲେଖକ ଅଧିକାରୀଙ୍କ ପ୍ରେକ୍ଷାପଟରେ ସୀମା ଚିହ୍ନଟ କରାଯାଇଛି, ଯାହା ଫଳରେ ପ୍ରଶାସନ ଓ ଲୋକପ୍ରତିନିଧିଙ୍କ ମଧ୍ୟରେ ମତଭେଦ ସୃଷ୍ଟି ହୋଇଛି । ଯୋଜନା ବୋର୍ଡର ଅଧ୍ୟକ୍ଷ ପ୍ରସଙ୍ଗ ଉଠାଇ କହିଥିଲେ ଯେ ଅନେକ ଯୋଜନାର କାର୍ଯ୍ୟ ସମୟ ସୀମା ମଧ୍ୟରେ ଶେଷ ହୋଇନାହିଁ । ଜିଲାପାଳ ବୈଠକରେ ଏହାର କାରଣ ଦର୍ଶାଇବାକୁ ନିର୍ଦ୍ଦେଶ ଦେଇଥିଲେ । କେବଳ ମଗ୍ରା ଫୁଟ ବୈଠକରେ ତାହାର ଉତ୍ତର ମିଳିପାରିନଥିଲା । ଅଧିକାରୀଙ୍କ ଅନୁପସ୍ଥିତି ଓ ପ୍ରସ୍ତୁତିର ଅଭାବ ସ୍ପଷ୍ଟ ହୋଇଥିଲା । ବୈଠକରେ ଉପସ୍ଥିତ ବିଧାୟକ ଓ ସାଂସଦ ଏହାକୁ ନେଇ ଅସନ୍ତୋଷ ପ୍ରକାଶ କରିଥିଲେ । ପ୍ରଧାନ ଏମିତି ଅନେକ ଯୋଜନାରେ ଅର୍ଥ ଖର୍ଚ୍ଚ ହୋଇନଥିବା ଅଭିଯୋଗ ଉଠିଥିଲା । ୧ ସେପ୍ଟେମ୍ବର ୨୦୧୪ ରେ ସ୍ୱୀକୃତ ପାଇଥିବା ଯୋଜନା ଗୁଡ଼ିକ ଏବେ ମଧ୍ୟ ଅଧାରେ ରହିଛି । ଜଳସେଚନ, ପାନୀୟ ଜଳ ଓ ରାସ୍ତା ନିର୍ମାଣ କାର୍ଯ୍ୟ ବିଳମ୍ବ ହେବାରୁ ଲୋକମାନେ ଅସୁବିଧାର ସମ୍ମୁଖୀନ ହେଉଛନ୍ତି । ଯୋଜନା ଶେଷ କରିବା ପାଇଁ ନୂଆ ସମୟ ସୀମା ଧାର୍ଯ୍ୟ କରାଯାଇଛି । ଏଥର ଅଧିକାରୀଙ୍କୁ ଉତ୍ତରଦାୟୀ କରାଯିବ ବୋଲି ଜିଲାପାଳ ସୂଚନା ଦେଇଛନ୍ତି । ସ୍ଥାନୀୟ ଲୋକଙ୍କ ଅଭିଯୋଗ ଶୁଣିବା ପାଇଁ ସ୍ୱତନ୍ତ୍ର ଶିବିର ମଧ୍ୟ ଆୟୋଜନ କରାଯିବ । ପ୍ରଶାସନିକ ସ୍ୱଚ୍ଛତା ରକ୍ଷା ପାଇଁ ନିୟମିତ ସମୀକ୍ଷା ହେବା ଆବଶ୍ୟକ ବୋଲି ସଚେତନ ମହଲ ମତ ଦେଇଛନ୍ତି ।	[1152, 150, 1494, 485]
sudoku-cell[interactable]	[1171, 1863, 1206, 1898]
sudoku-solution-cell: 4	[1354, 2063, 1369, 2075]
sudoku-cell[interactable]	[1377, 1692, 1412, 1726]
sudoku-solution-cell: 1	[1368, 2050, 1383, 2063]
sudoku-cell[interactable]	[1206, 1863, 1240, 1898]
sudoku-solution-cell: 5	[1325, 2075, 1340, 2088]
sudoku-cell[interactable]	[1309, 1726, 1343, 1761]
star-emblem-icon	[1090, 12, 1126, 48]
letter2-author: -ନରେନ୍ଦ୍ର ବେହେରା, କୋଠା, ଜଗତସିଂହପୁର	[1298, 1148, 1490, 1162]
letters-section	[1152, 700, 1494, 1170]
sudoku-cell[interactable]	[1412, 1898, 1446, 1932]
sudoku-cell[interactable]	[1171, 1795, 1206, 1829]
sudoku-cell[interactable]	[1446, 1795, 1481, 1829]
sudoku-solution-cell: 4	[1383, 2050, 1397, 2063]
sudoku-solution-cell: 9	[1340, 2026, 1354, 2038]
sudoku-cell[interactable]	[1412, 1795, 1446, 1829]
sudoku-grid[interactable]	[1170, 1656, 1481, 1967]
contact-line1: ପାଠକ ଶ୍ରେଣୀ ବିଚାରରେ ପ୍ରକାଶ ପାଇଁ ଚିଠିପତ୍ର ପଠାଇବାର ଠିକଣା	[1172, 1185, 1474, 1199]
sudoku-cell[interactable]	[1343, 1795, 1378, 1829]
sudoku-cell[interactable]: 1	[1412, 1657, 1446, 1692]
sudoku-solution-cell: 3	[1440, 2100, 1454, 2112]
sudoku-cell[interactable]	[1377, 1863, 1412, 1898]
registration-dot-cyan-2	[704, 2312, 722, 2330]
editorial-music	[6, 710, 1142, 1270]
sudoku-solution-cell: 9	[1411, 2038, 1426, 2051]
sudoku-solution-cell: 9	[1325, 2050, 1340, 2063]
district-diary-title: ଜିଲା ଡାଏରୀ	[1170, 11, 1271, 36]
sudoku-cell[interactable]	[1309, 1657, 1343, 1692]
sudoku-solution-cell: 1	[1325, 2026, 1340, 2038]
sudoku-cell[interactable]	[1274, 1726, 1309, 1761]
sudoku-solution-cell: 4	[1340, 2100, 1354, 2112]
sudoku-solution-cell: 2	[1383, 2075, 1397, 2088]
sudoku-cell[interactable]: 5	[1309, 1760, 1343, 1795]
sudoku-solution-cell: 8	[1440, 2013, 1454, 2026]
sudoku-solution-cell: 2	[1440, 2087, 1454, 2100]
twentyfive-item1-text: ବି.ପି. ସିଂ ଜାତୀୟ ସାଧାରଣ ନେତା ନିର୍ବାଚିତ ।	[1173, 1495, 1370, 1509]
editorial-adolescence-author: ବୈକୁଣ୍ଠନାଥ ମିଶ୍ର	[12, 1294, 192, 1322]
sudoku-cell[interactable]	[1206, 1760, 1240, 1795]
sudoku-solution-cell: 8	[1325, 2063, 1340, 2075]
sudoku-cell[interactable]	[1309, 1898, 1343, 1932]
sudoku-cell[interactable]	[1206, 1657, 1240, 1692]
sudoku-solution-cell: 8	[1440, 2075, 1454, 2088]
aji-bharat-header	[6, 250, 351, 308]
editorial-music-headline: ଶାସ୍ତ୍ରୀୟ ସଙ୍ଗୀତର ମାନ୍ୟତା	[334, 710, 1038, 778]
sudoku-cell[interactable]	[1274, 1898, 1309, 1932]
chirantani-title-text: ଚିରନ୍ତନୀ	[26, 12, 125, 42]
sudoku-note: ଗତ ଥରର ସୁଡୋକୁର ଉତ୍ତର	[1254, 1980, 1392, 1994]
sudoku-solution-cell: 1	[1411, 2075, 1426, 2088]
sudoku-cell[interactable]	[1206, 1692, 1240, 1726]
sudoku-solution-cell: 7	[1440, 2050, 1454, 2063]
sudoku-solution-cell: 8	[1368, 2112, 1383, 2124]
sudoku-solution-cell: 9	[1354, 2112, 1369, 2124]
sudoku-solution-cell: 6	[1440, 2038, 1454, 2051]
sudoku-solution-cell: 2	[1354, 2038, 1369, 2051]
top-quote-author: -ଶ୍ରୀଅରବିନ୍ଦ	[938, 32, 999, 46]
district-name-box	[1152, 46, 1388, 88]
